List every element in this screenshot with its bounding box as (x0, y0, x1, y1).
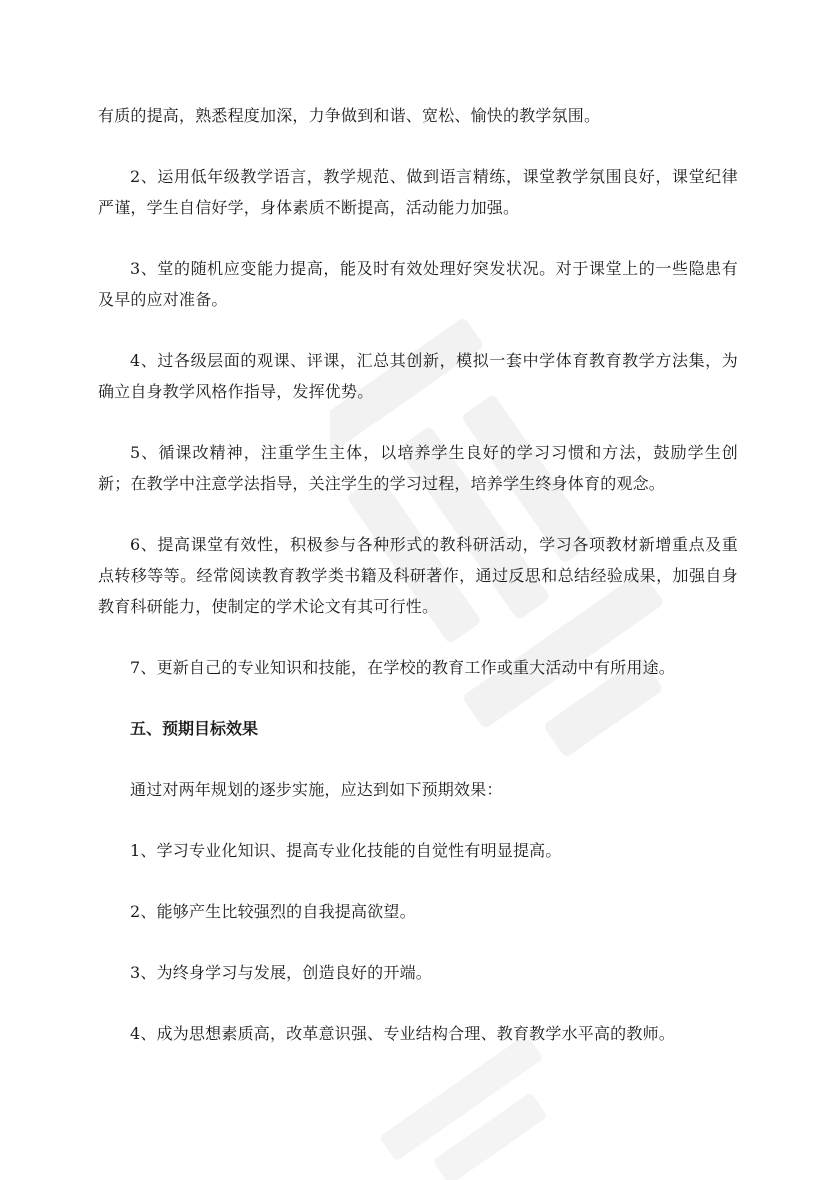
document-body (98, 100, 738, 1079)
paragraph: 2、能够产生比较强烈的自我提高欲望。 (130, 902, 416, 921)
paragraph: 5、循课改精神，注重学生主体，以培养学生良好的学习习惯和方法，鼓励学生创新；在教学中注意学法指导，关注学生的学习过程，培养学生终身体育的观念。 (98, 443, 738, 493)
paragraph: 2、运用低年级教学语言，教学规范、做到语言精练，课堂教学氛围良好，课堂纪律严谨，学生自信好学，身体素质不断提高，活动能力加强。 (98, 167, 738, 217)
section-heading: 五、预期目标效果 (130, 719, 259, 738)
paragraph: 7、更新自己的专业知识和技能，在学校的教育工作或重大活动中有所用途。 (130, 658, 675, 677)
paragraph: 通过对两年规划的逐步实施，应达到如下预期效果： (130, 780, 503, 799)
paragraph: 1、学习专业化知识、提高专业化技能的自觉性有明显提高。 (130, 841, 562, 860)
paragraph: 3、堂的随机应变能力提高，能及时有效处理好突发状况。对于课堂上的一些隐患有及早的应对准备。 (98, 259, 738, 309)
paragraph: 4、成为思想素质高，改革意识强、专业结构合理、教育教学水平高的教师。 (130, 1024, 675, 1043)
paragraph: 3、为终身学习与发展，创造良好的开端。 (130, 963, 432, 982)
paragraph: 4、过各级层面的观课、评课，汇总其创新，模拟一套中学体育教育教学方法集，为确立自身教学风格作指导，发挥优势。 (98, 351, 738, 401)
paragraph: 6、提高课堂有效性，积极参与各种形式的教科研活动，学习各项教材新增重点及重点转移等等。经常阅读教育教学类书籍及科研著作，通过反思和总结经验成果，加强自身教育科研能力，使制定的学术论文有其可行性。 (98, 535, 738, 616)
paragraph: 有质的提高，熟悉程度加深，力争做到和谐、宽松、愉快的教学氛围。 (98, 106, 601, 125)
